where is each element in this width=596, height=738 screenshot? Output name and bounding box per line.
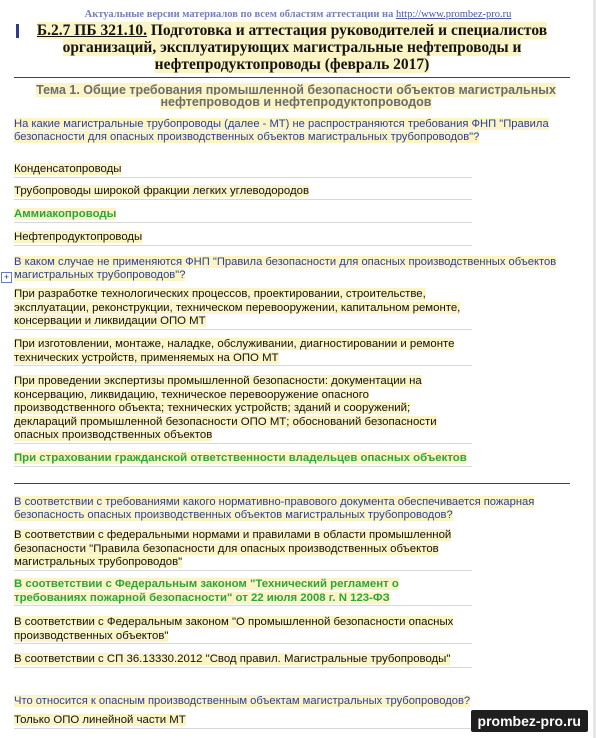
document-code: Б.2.7 ПБ 321.10.	[36, 22, 147, 39]
answer-1-2	[14, 185, 472, 200]
answer-text: Аммиакопроводы	[14, 208, 117, 220]
answer-1-1	[14, 163, 472, 178]
question-text: В каком случае не применяются ФНП "Правила безопасности для опасных производственных объектов магистральных трубопроводов"?	[14, 256, 557, 281]
answer-3-4	[14, 653, 472, 668]
question-text: На какие магистральные трубопроводы (далее - МТ) не распространяются требования ФНП "Правила безопасности для опасных производственных объектов магистральных трубопроводов"?	[14, 118, 549, 143]
source-banner	[0, 9, 596, 20]
question-1	[14, 118, 570, 144]
answer-text: Трубопроводы широкой фракции легких углеводородов	[14, 185, 309, 197]
answer-text: При изготовлении, монтаже, наладке, обслуживании, диагностировании и ремонте технических устройств, применяемых на ОПО МТ	[14, 338, 455, 364]
watermark: prombez-pro.ru	[471, 710, 588, 732]
question-4	[14, 695, 570, 708]
answer-text: Конденсатопроводы	[14, 163, 122, 175]
answer-3-3	[14, 616, 472, 644]
answer-2-1	[14, 288, 472, 330]
expand-icon[interactable]: +	[1, 272, 12, 283]
answer-2-4-correct	[14, 452, 472, 467]
answer-1-3-correct	[14, 208, 472, 223]
question-3	[14, 496, 570, 522]
title-divider	[14, 77, 570, 78]
answer-text: В соответствии с Федеральным законом "О промышленной безопасности опасных производственных объектов"	[14, 616, 454, 642]
section-title-text: Тема 1. Общие требования промышленной безопасности объектов магистральных нефтепроводов и нефтепродуктопроводов	[36, 83, 556, 109]
banner-text: Актуальные версии материалов по всем областям аттестации на	[84, 9, 394, 20]
banner-link[interactable]: http://www.prombez-pro.ru	[395, 9, 512, 20]
answer-2-2	[14, 338, 472, 366]
answer-3-2-correct	[14, 578, 472, 606]
answer-3-1	[14, 529, 472, 571]
answer-text: При страховании гражданской ответственности владельцев опасных объектов	[14, 452, 467, 464]
document-title-text: Подготовка и аттестация руководителей и специалистов организаций, эксплуатирующих магистральные нефтепроводы и нефтепродуктопроводы (февраль 2017)	[62, 22, 548, 73]
question-text: Что относится к опасным производственным объектам магистральных трубопроводов?	[14, 695, 471, 707]
answer-text: В соответствии с федеральными нормами и правилами в области промышленной безопасности "Правила безопасности для опасных производственных объектов магистральных трубопроводов"	[14, 529, 452, 569]
answer-text: В соответствии с Федеральным законом "Технический регламент о требованиях пожарной безопасности" от 22 июля 2008 г. N 123-ФЗ	[14, 578, 399, 604]
answer-4-1	[14, 714, 472, 729]
question-2	[14, 256, 570, 282]
question-divider	[14, 483, 570, 484]
answer-text: Только ОПО линейной части МТ	[14, 714, 186, 726]
section-title	[20, 84, 572, 108]
answer-text: В соответствии с СП 36.13330.2012 "Свод правил. Магистральные трубопроводы"	[14, 653, 451, 665]
answer-text: При проведении экспертизы промышленной безопасности: документации на консервацию, ликвидацию, техническое перевооружение опасного производственного объекта; технических устройств; зданий и сооружений; деклараций промышленной безопасности ОПО МТ; обоснований безопасности опасных производственных объектов	[14, 375, 437, 442]
answer-2-3	[14, 375, 472, 444]
answer-text: При разработке технологических процессов, проектировании, строительстве, эксплуатации, реконструкции, техническом перевооружении, капитальном ремонте, консервации и ликвидации ОПО МТ	[14, 288, 461, 328]
question-text: В соответствии с требованиями какого нормативно-правового документа обеспечивается пожарная безопасность опасных производственных объектов магистральных трубопроводов?	[14, 496, 535, 521]
answer-text: Нефтепродуктопроводы	[14, 231, 143, 243]
document-title	[16, 22, 568, 73]
answer-1-4	[14, 231, 472, 246]
